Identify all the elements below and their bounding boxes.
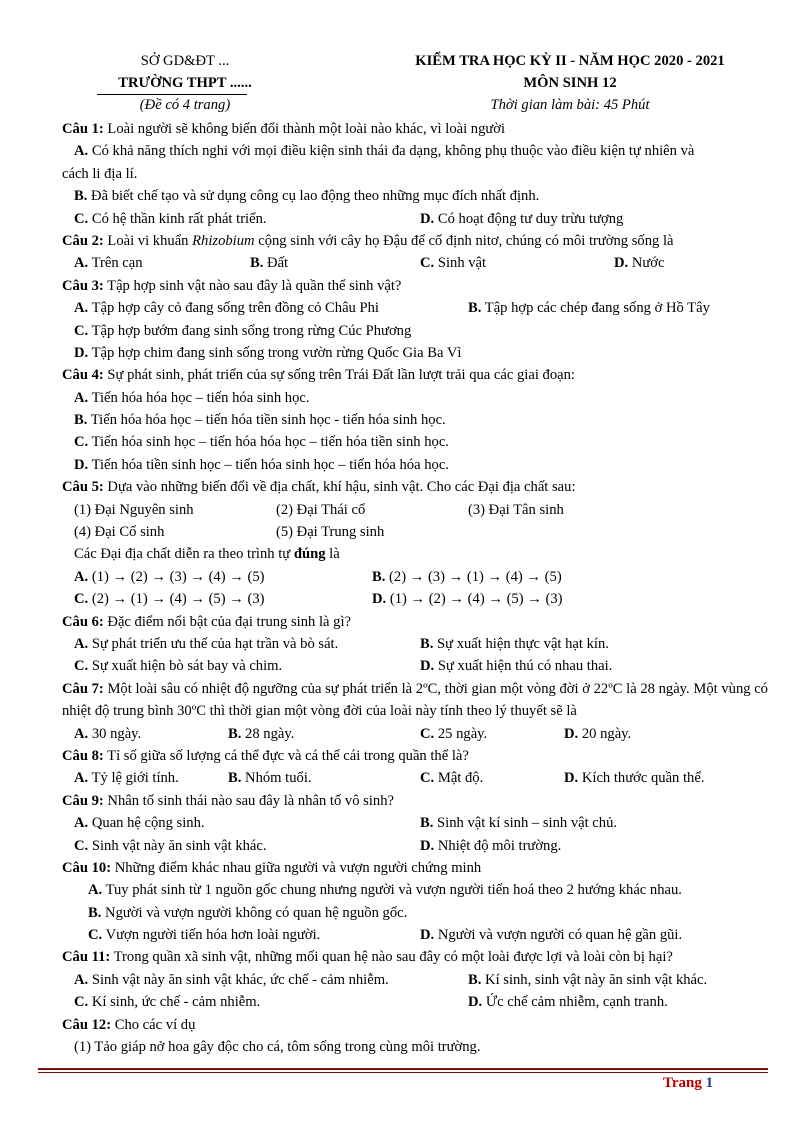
question-4: [62, 364, 774, 386]
q4-option-d: [74, 454, 774, 476]
q8-option-a: [74, 767, 179, 789]
text-span: Mật độ.: [434, 770, 484, 787]
q1-option-c: [74, 208, 267, 230]
text-span: cộng sinh với cây họ Đậu để cố định nitơ, chúng có môi trường sống là: [254, 232, 674, 249]
option-letter: A.: [74, 770, 89, 787]
q7-option-b: [228, 723, 294, 745]
text-span: Sự xuất hiện bò sát bay và chim.: [88, 658, 283, 675]
option-letter: A.: [74, 568, 89, 585]
text-span: Tỉ số giữa số lượng cá thể đực và cá thể cái trong quần thể là?: [103, 747, 469, 764]
question-12: [62, 1014, 774, 1036]
text-span: Trang: [663, 1075, 702, 1091]
q8-option-b: [228, 767, 312, 789]
text-span: 28 ngày.: [241, 725, 295, 742]
question-8: [62, 745, 774, 767]
q2-option-c: [420, 252, 486, 274]
text-span: Vượn người tiến hóa hơn loài người.: [102, 927, 321, 944]
q12-example-1: [74, 1036, 774, 1058]
q11-options-ab: [74, 969, 774, 991]
option-letter: B.: [468, 300, 482, 317]
option-letter: Câu 7:: [62, 680, 104, 697]
option-letter: C.: [420, 770, 435, 787]
text-span: Tập hợp chim đang sinh sống trong vườn rừng Quốc Gia Ba Vì: [88, 344, 462, 361]
text-span: Tiến hóa tiền sinh học – tiến hóa sinh học – tiến hóa hóa học.: [88, 456, 449, 473]
option-letter: C.: [420, 255, 435, 272]
text-span: Cho các ví dụ: [111, 1016, 196, 1033]
text-span: Người và vượn người có quan hệ gần gũi.: [434, 927, 683, 944]
text-span: (2) → (3) → (1) → (4) → (5): [385, 568, 562, 585]
text-span: Sự xuất hiện thực vật hạt kín.: [433, 635, 609, 652]
dept-name: SỞ GD&ĐT ...: [140, 53, 230, 69]
text-span: Đã biết chế tạo và sử dụng công cụ lao động theo những mục đích nhất định.: [87, 188, 540, 205]
footer-rule-thin: [38, 1072, 768, 1073]
pages-note: (Đề có 4 trang): [139, 97, 231, 113]
text-span: Quan hệ cộng sinh.: [88, 815, 205, 832]
subject: MÔN SINH 12: [523, 75, 617, 91]
q11-option-d: [468, 991, 668, 1013]
q5-era-4: (4) Đại Cổ sinh: [74, 524, 165, 541]
option-letter: A.: [74, 143, 89, 160]
q7-option-c: [420, 723, 487, 745]
option-letter: Câu 3:: [62, 277, 104, 294]
q4-option-a: [74, 387, 774, 409]
option-letter: Câu 11:: [62, 949, 111, 966]
text-span: 20 ngày.: [578, 725, 632, 742]
q10-options-cd: [88, 924, 774, 946]
option-letter: D.: [614, 255, 629, 272]
option-letter: C.: [74, 658, 89, 675]
option-letter: Câu 8:: [62, 747, 104, 764]
q4-option-b: [74, 409, 774, 431]
text-span: Những điểm khác nhau giữa người và vượn người chứng minh: [111, 859, 482, 876]
q6-option-c: [74, 655, 282, 677]
text-span: Tuy phát sinh từ 1 nguồn gốc chung nhưng người và vượn người tiến hoá theo 2 hướng khác nhau.: [102, 882, 682, 899]
text-span: Trên cạn: [88, 255, 143, 272]
option-letter: D.: [420, 658, 435, 675]
option-letter: Câu 6:: [62, 613, 104, 630]
option-letter: B.: [74, 412, 88, 429]
q5-option-c: [74, 588, 265, 610]
option-letter: D.: [420, 927, 435, 944]
q5-eras-row1: [74, 499, 774, 521]
text-span: Có hệ thần kinh rất phát triển.: [88, 210, 267, 227]
option-letter: C.: [74, 322, 89, 339]
text-span: Sinh vật này ăn sinh vật khác, ức chế - cảm nhiễm.: [88, 971, 389, 988]
text-span: Trong quần xã sinh vật, những mối quan hệ nào sau đây có một loài được lợi và loài còn bị hại?: [110, 949, 673, 966]
text-span: Đặc điểm nổi bật của đại trung sinh là gì?: [103, 613, 351, 630]
text-span: Nhiệt độ môi trường.: [434, 837, 562, 854]
text-span: Loài người sẽ không biến đổi thành một loài nào khác, vì loài người: [103, 121, 506, 137]
q8-option-d: [564, 767, 704, 789]
option-letter: C.: [74, 994, 89, 1011]
q1-options-cd: [74, 208, 774, 230]
q2-option-b: [250, 252, 288, 274]
option-letter: Câu 10:: [62, 859, 112, 876]
option-letter: Câu 12:: [62, 1016, 112, 1033]
text-span: Các Đại địa chất diễn ra theo trình tự: [74, 546, 294, 563]
option-letter: B.: [88, 904, 102, 921]
q6-option-b: [420, 633, 609, 655]
question-3: [62, 275, 774, 297]
school-name: TRƯỜNG THPT ......: [118, 75, 252, 91]
q5-prompt: [74, 543, 774, 565]
q7-options: [74, 723, 774, 745]
text-span: Sự phát triển ưu thế của hạt trần và bò sát.: [88, 635, 339, 652]
question-10: [62, 857, 774, 879]
text-span: Loài vi khuẩn: [103, 232, 193, 249]
option-letter: Câu 4:: [62, 367, 104, 384]
q5-option-d: [372, 588, 563, 610]
text-span: Tiến hóa sinh học – tiến hóa hóa học – tiến hóa tiền sinh học.: [88, 434, 449, 451]
text-span: Có khả năng thích nghi với mọi điều kiện sinh thái đa dạng, không phụ thuộc vào điều kiện tự nhiên và: [88, 143, 695, 160]
q5-option-b: [372, 566, 562, 588]
text-span: Kí sinh, sinh vật này ăn sinh vật khác.: [481, 971, 708, 988]
text-span: Nhóm tuổi.: [241, 770, 312, 787]
option-letter: D.: [564, 725, 579, 742]
text-span: Tiến hóa hóa học – tiến hóa sinh học.: [88, 389, 310, 406]
q8-options: [74, 767, 774, 789]
q5-eras-row2: [74, 521, 774, 543]
q2-option-d: [614, 252, 665, 274]
option-letter: C.: [74, 210, 89, 227]
q6-options-cd: [74, 655, 774, 677]
option-letter: D.: [372, 591, 387, 608]
text-span: Dựa vào những biến đổi về địa chất, khí hậu, sinh vật. Cho các Đại địa chất sau:: [103, 479, 576, 496]
q10-option-b: [88, 902, 774, 924]
q9-options-cd: [74, 835, 774, 857]
q5-options-ab: [74, 566, 774, 588]
q3-option-b: [468, 297, 710, 319]
text-span: Một loài sâu có nhiệt độ ngưỡng của sự phát triển là 2ºC, thời gian một vòng đời ở 22ºC là 28 ngày. Một vùng có nhiệt độ trung bình 30ºC thì thời gian một vòng đời của loài này tính theo lý thuyết sẽ là: [62, 680, 768, 720]
q11-option-b: [468, 969, 707, 991]
q3-option-d: [74, 342, 774, 364]
q9-option-a: [74, 812, 205, 834]
option-letter: B.: [228, 725, 242, 742]
exam-title: KIỂM TRA HỌC KỲ II - NĂM HỌC 2020 - 2021: [415, 53, 725, 69]
question-11: [62, 946, 774, 968]
option-letter: B.: [420, 815, 434, 832]
q5-era-3: (3) Đại Tân sinh: [468, 501, 564, 518]
option-letter: B.: [372, 568, 386, 585]
q6-options-ab: [74, 633, 774, 655]
text-span: Đất: [263, 255, 289, 272]
q8-option-c: [420, 767, 483, 789]
text-span: Nước: [628, 255, 665, 272]
option-letter: D.: [74, 344, 89, 361]
q10-option-a: [88, 879, 774, 901]
text-span: Có hoạt động tư duy trừu tượng: [434, 210, 624, 227]
text-span: Tập hợp bướm đang sinh sống trong rừng Cúc Phương: [88, 322, 412, 339]
option-letter: D.: [420, 837, 435, 854]
footer-rule: [38, 1068, 768, 1070]
q7-option-a: [74, 723, 141, 745]
option-letter: B.: [228, 770, 242, 787]
option-letter: A.: [74, 635, 89, 652]
q7-option-d: [564, 723, 631, 745]
option-letter: C.: [420, 725, 435, 742]
q11-options-cd: [74, 991, 774, 1013]
q11-option-c: [74, 991, 260, 1013]
option-letter: B.: [420, 635, 434, 652]
text-span: (1) → (2) → (4) → (5) → (3): [386, 591, 563, 608]
option-letter: B.: [74, 188, 88, 205]
option-letter: C.: [74, 591, 89, 608]
text-span: (1) Tảo giáp nở hoa gây độc cho cá, tôm sống trong cùng môi trường.: [74, 1039, 481, 1056]
text-span: Rhizobium: [192, 232, 255, 249]
question-6: [62, 611, 774, 633]
questions: [62, 118, 774, 1058]
option-letter: Câu 9:: [62, 792, 104, 809]
text-span: Tiến hóa hóa học – tiến hóa tiền sinh học - tiến hóa sinh học.: [87, 412, 446, 429]
question-5: [62, 476, 774, 498]
text-span: Sinh vật: [434, 255, 487, 272]
q4-option-c: [74, 431, 774, 453]
option-letter: D.: [74, 456, 89, 473]
q3-options-ab: [74, 297, 774, 319]
option-letter: C.: [74, 837, 89, 854]
text-span: 25 ngày.: [434, 725, 488, 742]
text-span: Sự phát sinh, phát triển của sự sống trên Trái Đất lần lượt trải qua các giai đoạn:: [103, 367, 575, 384]
q1-option-a-cont: [62, 163, 774, 185]
q5-options-cd: [74, 588, 774, 610]
time-limit: Thời gian làm bài: 45 Phút: [490, 97, 650, 113]
question-7: [62, 678, 768, 723]
text-span: Tập hợp sinh vật nào sau đây là quần thể sinh vật?: [103, 277, 402, 294]
text-span: Nhân tố sinh thái nào sau đây là nhân tố vô sinh?: [103, 792, 394, 809]
question-1: [62, 118, 774, 140]
option-letter: C.: [88, 927, 103, 944]
text-span: là: [325, 546, 340, 563]
option-letter: A.: [74, 815, 89, 832]
q1-option-b: [74, 185, 774, 207]
option-letter: B.: [250, 255, 264, 272]
text-span: đúng: [293, 546, 326, 563]
option-letter: A.: [88, 882, 103, 899]
q5-option-a: [74, 566, 265, 588]
text-span: (2) → (1) → (4) → (5) → (3): [88, 591, 265, 608]
text-span: Tập hợp các chép đang sống ở Hồ Tây: [481, 300, 710, 317]
question-9: [62, 790, 774, 812]
text-span: cách li địa lí.: [62, 165, 138, 182]
q9-options-ab: [74, 812, 774, 834]
text-span: Sinh vật này ăn sinh vật khác.: [88, 837, 267, 854]
q9-option-b: [420, 812, 617, 834]
header-underline: [97, 94, 247, 95]
q6-option-a: [74, 633, 338, 655]
page-number: [663, 1075, 713, 1092]
text-span: Người và vượn người không có quan hệ nguồn gốc.: [101, 904, 408, 921]
option-letter: A.: [74, 300, 89, 317]
q1-option-d: [420, 208, 623, 230]
header-right: [380, 50, 760, 116]
q9-option-c: [74, 835, 267, 857]
q10-option-d: [420, 924, 682, 946]
text-span: 30 ngày.: [88, 725, 142, 742]
header-left: [80, 50, 290, 116]
option-letter: A.: [74, 971, 89, 988]
option-letter: Câu 5:: [62, 479, 104, 496]
text-span: Tập hợp cây cỏ đang sống trên đồng cỏ Châu Phi: [88, 300, 379, 317]
q5-era-2: (2) Đại Thái cổ: [276, 501, 366, 518]
option-letter: A.: [74, 255, 89, 272]
option-letter: D.: [420, 210, 435, 227]
option-letter: A.: [74, 725, 89, 742]
text-span: Ức chế cảm nhiễm, cạnh tranh.: [482, 994, 668, 1011]
text-span: Sinh vật kí sinh – sinh vật chủ.: [433, 815, 618, 832]
option-letter: B.: [468, 971, 482, 988]
option-letter: A.: [74, 389, 89, 406]
text-span: Sự xuất hiện thú có nhau thai.: [434, 658, 613, 675]
q9-option-d: [420, 835, 561, 857]
option-letter: D.: [564, 770, 579, 787]
q5-era-1: (1) Đại Nguyên sinh: [74, 501, 194, 518]
q6-option-d: [420, 655, 612, 677]
q5-era-5: (5) Đại Trung sinh: [276, 524, 385, 541]
q2-options: [74, 252, 774, 274]
q3-option-a: [74, 297, 379, 319]
q3-option-c: [74, 320, 774, 342]
option-letter: C.: [74, 434, 89, 451]
q1-option-a: [74, 140, 774, 162]
question-2: [62, 230, 774, 252]
q10-option-c: [88, 924, 320, 946]
q2-option-a: [74, 252, 143, 274]
text-span: 1: [705, 1075, 714, 1091]
option-letter: D.: [468, 994, 483, 1011]
q11-option-a: [74, 969, 389, 991]
option-letter: Câu 1:: [62, 121, 104, 137]
text-span: Kích thước quần thể.: [578, 770, 705, 787]
text-span: Tỷ lệ giới tính.: [88, 770, 179, 787]
text-span: Kí sinh, ức chế - cảm nhiễm.: [88, 994, 261, 1011]
text-span: (1) → (2) → (3) → (4) → (5): [88, 568, 265, 585]
option-letter: Câu 2:: [62, 232, 104, 249]
